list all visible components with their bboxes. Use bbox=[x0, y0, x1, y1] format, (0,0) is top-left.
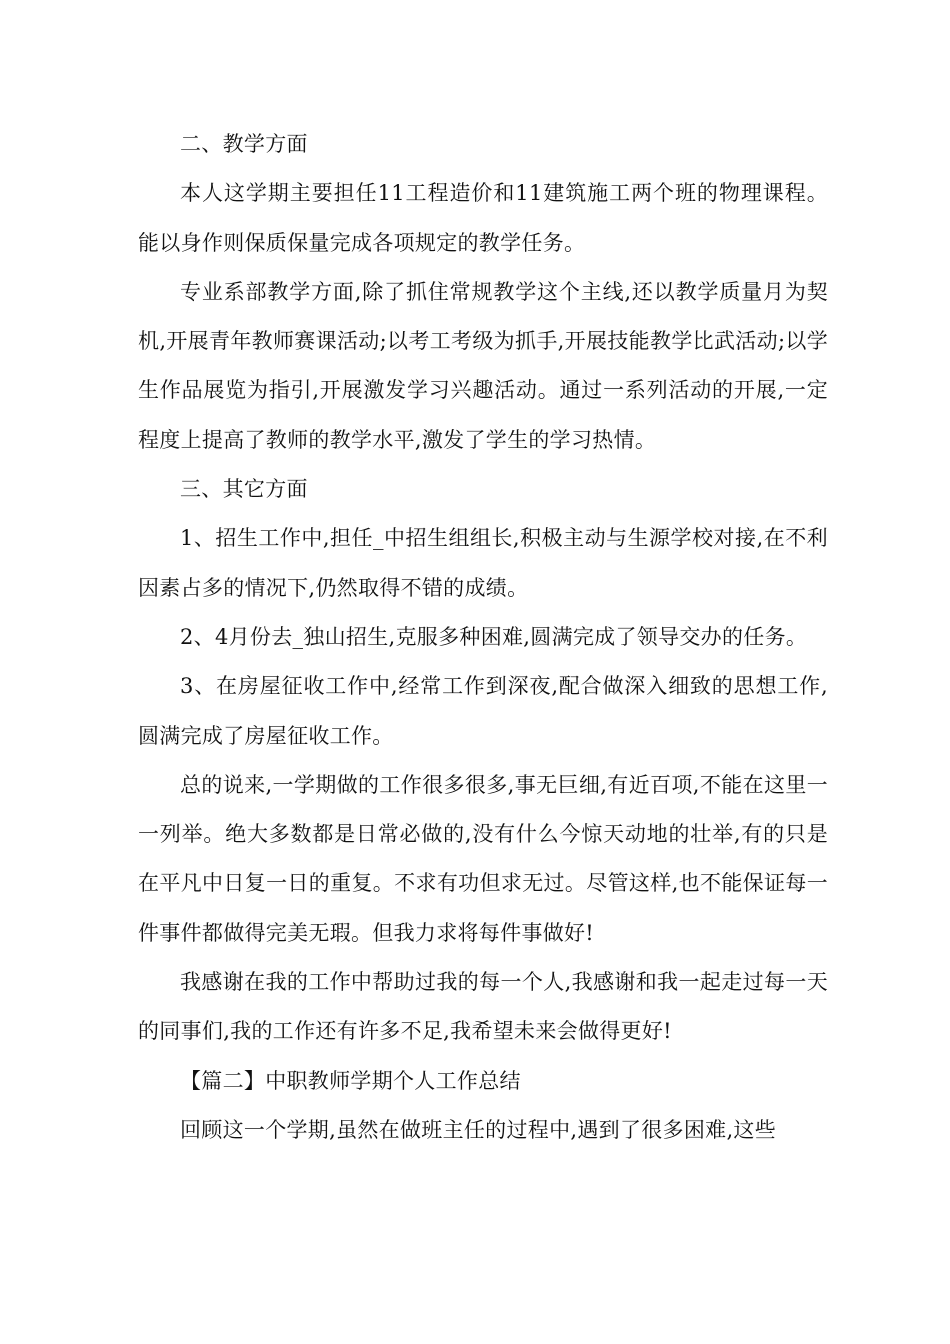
section-heading-other: 三、其它方面 bbox=[180, 477, 308, 502]
paragraph-department-teaching: 专业系部教学方面,除了抓住常规教学这个主线,还以教学质量月为契机,开展青年教师赛课活动;以考工考级为抓手,开展技能教学比武活动;以学生作品展览为指引,开展激发学习兴趣活动。通过一系列活动的开展,一定程度上提高了教师的教学水平,激发了学生的学习热情。 bbox=[138, 279, 828, 452]
list-item-dushan-enrollment: 2、4月份去_独山招生,克服多种困难,圆满完成了领导交办的任务。 bbox=[180, 624, 808, 649]
list-item-enrollment: 1、招生工作中,担任_中招生组组长,积极主动与生源学校对接,在不利因素占多的情况下,仍然取得不错的成绩。 bbox=[138, 526, 828, 600]
list-item-house-expropriation: 3、在房屋征收工作中,经常工作到深夜,配合做深入细致的思想工作,圆满完成了房屋征收工作。 bbox=[138, 674, 828, 748]
section-heading-teaching: 二、教学方面 bbox=[180, 132, 308, 156]
paragraph-courses: 本人这学期主要担任11工程造价和11建筑施工两个班的物理课程。能以身作则保质保量完成各项规定的教学任务。 bbox=[138, 181, 828, 255]
paragraph-thanks: 我感谢在我的工作中帮助过我的每一个人,我感谢和我一起走过每一天的同事们,我的工作还有许多不足,我希望未来会做得更好! bbox=[138, 970, 828, 1044]
paragraph-review: 回顾这一个学期,虽然在做班主任的过程中,遇到了很多困难,这些 bbox=[180, 1117, 777, 1142]
paragraph-summary: 总的说来,一学期做的工作很多很多,事无巨细,有近百项,不能在这里一一列举。绝大多数都是日常必做的,没有什么今惊天动地的壮举,有的只是在平凡中日复一日的重复。不求有功但求无过。尽管这样,也不能保证每一件事件都做得完美无瑕。但我力求将每件事做好! bbox=[138, 772, 828, 945]
article-heading-part-two: 【篇二】中职教师学期个人工作总结 bbox=[180, 1068, 521, 1093]
document-body bbox=[138, 120, 828, 1155]
